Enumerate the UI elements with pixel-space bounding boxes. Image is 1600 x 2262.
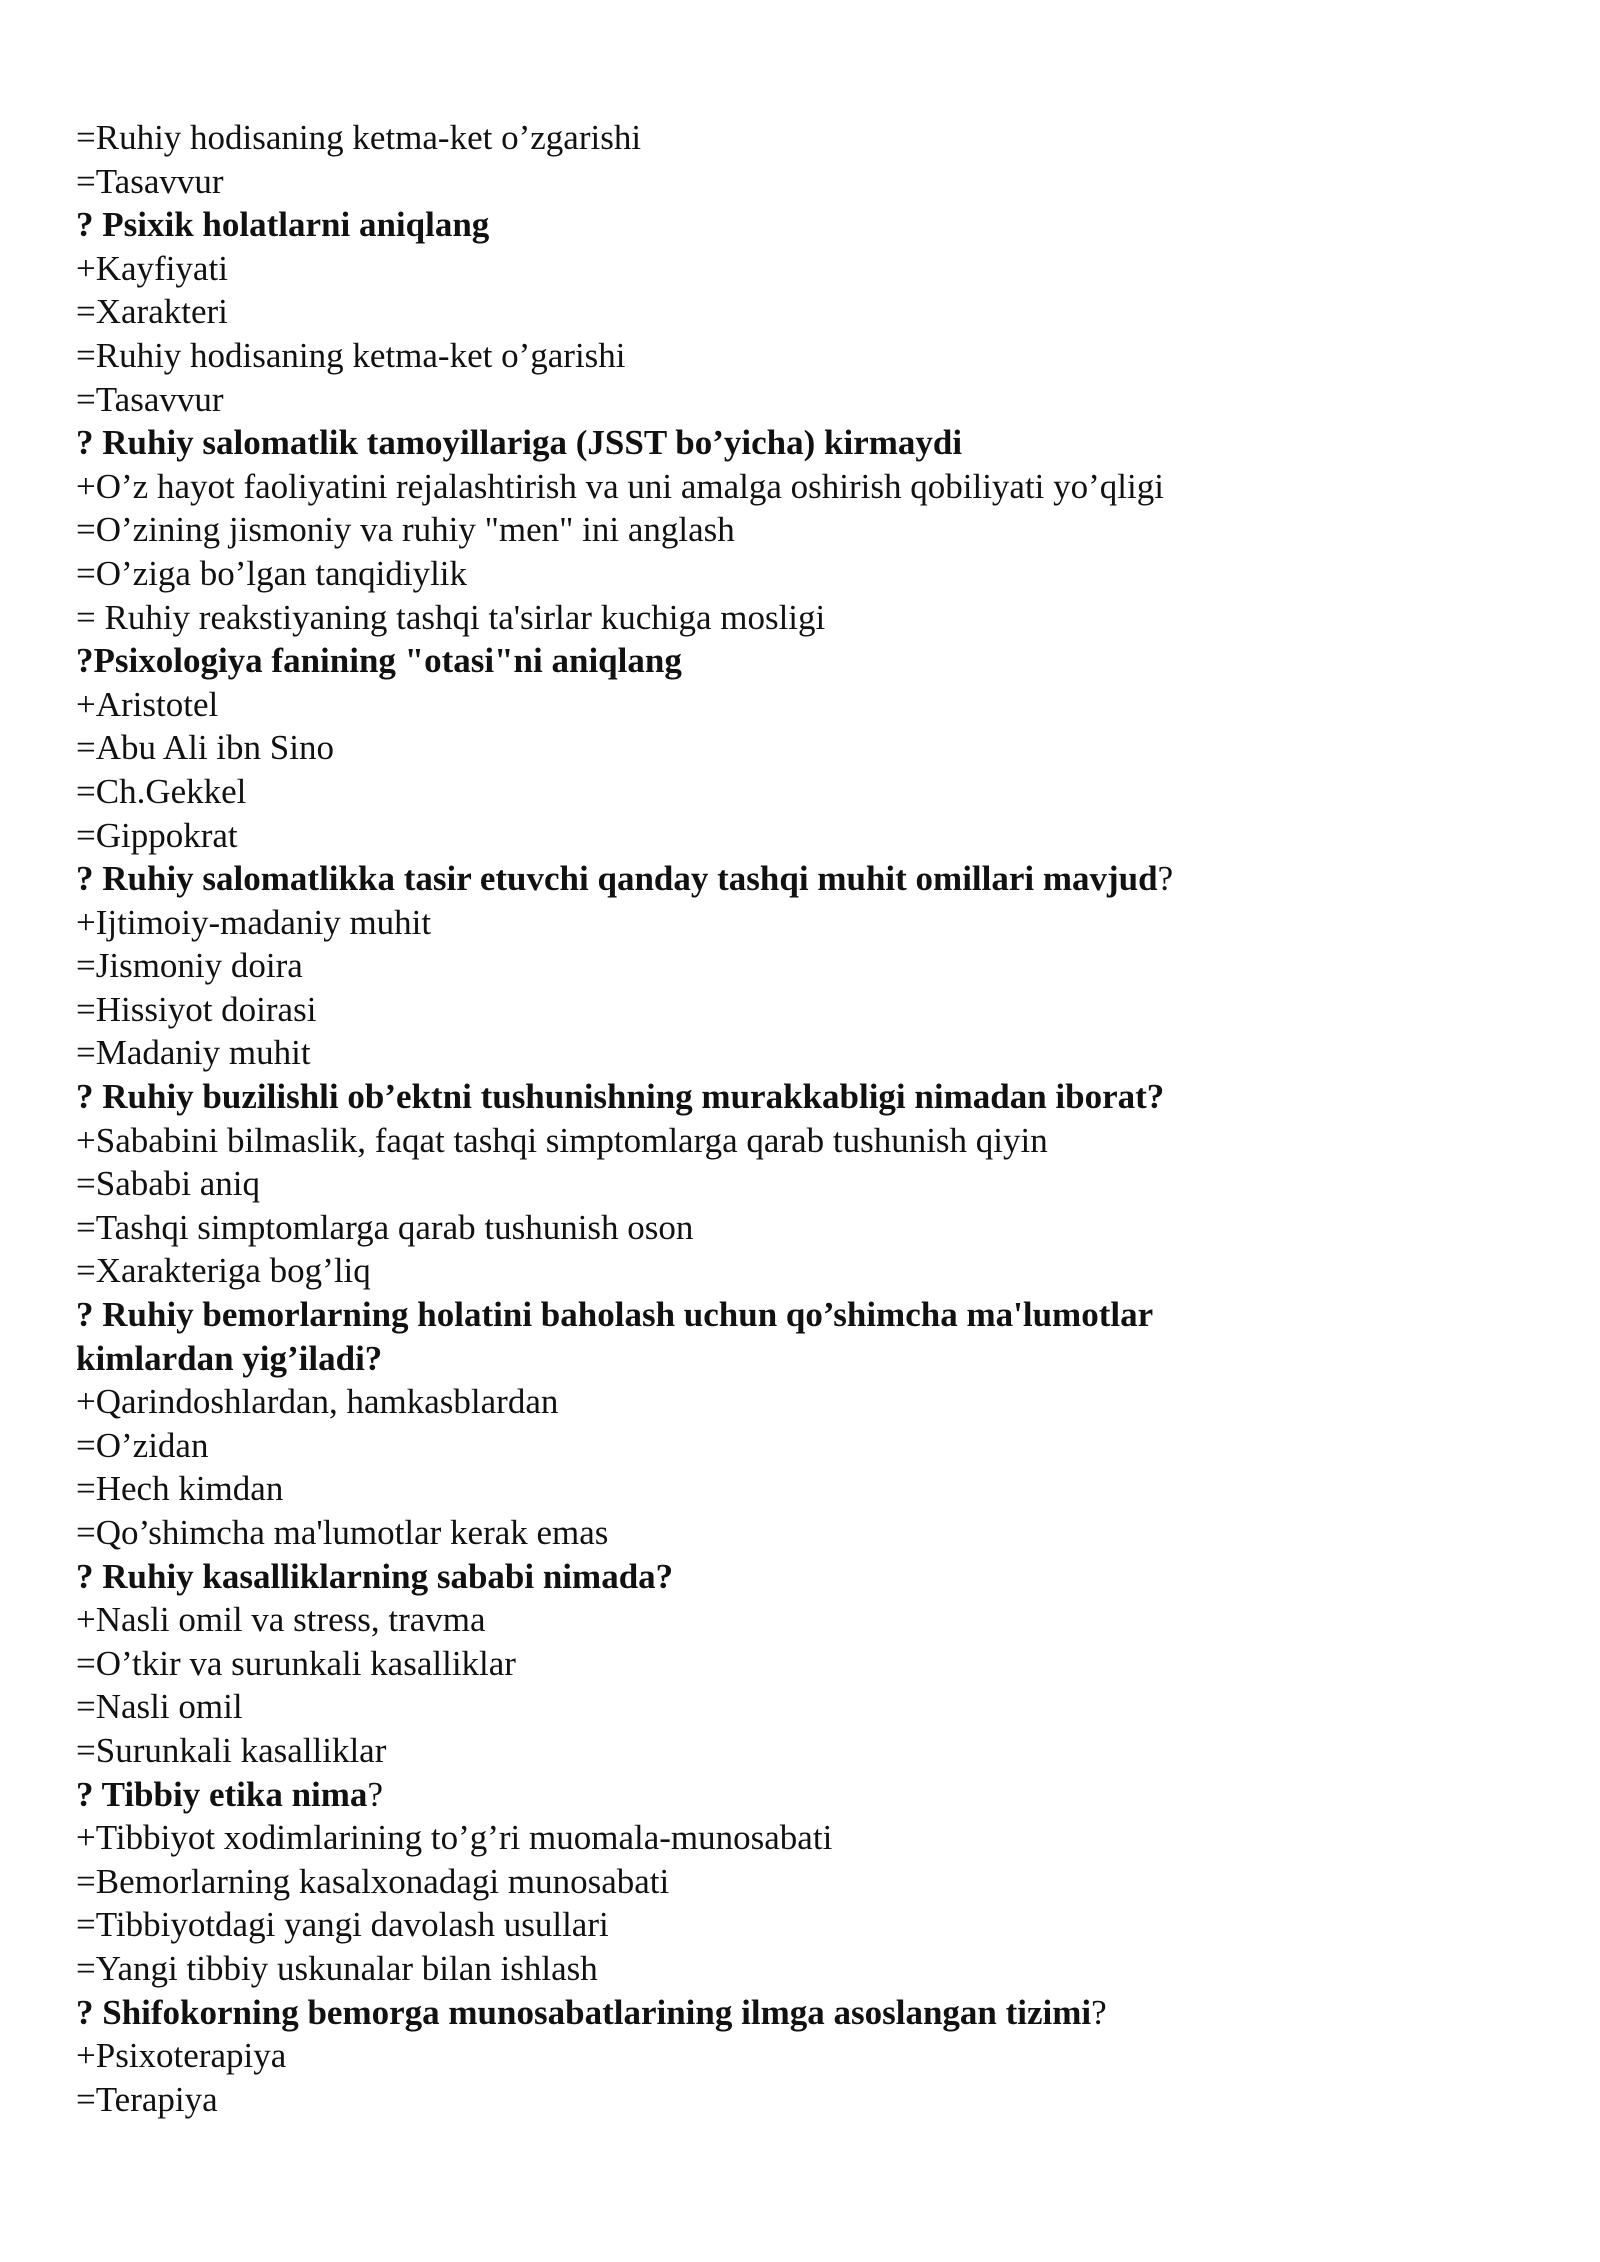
- answer-text: =Tasavvur: [76, 379, 224, 419]
- answer-line: [76, 814, 1536, 858]
- question-line: [76, 1773, 1256, 1817]
- question-mark: ?: [367, 1774, 383, 1814]
- answer-line: [76, 1119, 1536, 1163]
- answer-line: [76, 1424, 1536, 1468]
- answer-line: [76, 1860, 1536, 1904]
- answer-text: =Abu Ali ibn Sino: [76, 728, 334, 768]
- answer-text: +O’z hayot faoliyatini rejalashtirish va uni amalga oshirish qobiliyati yo’qligi: [76, 466, 1164, 506]
- answer-text: =Yangi tibbiy uskunalar bilan ishlash: [76, 1948, 598, 1988]
- answer-text: = Ruhiy reakstiyaning tashqi ta'sirlar kuchiga mosligi: [76, 597, 826, 637]
- answer-line: [76, 508, 1536, 552]
- answer-text: =Ch.Gekkel: [76, 771, 247, 811]
- answer-text: =Qo’shimcha ma'lumotlar kerak emas: [76, 1513, 609, 1552]
- answer-text: =Terapiya: [76, 2079, 218, 2119]
- answer-line: [76, 334, 1536, 378]
- question-mark: ?: [1157, 859, 1174, 899]
- question-line: [76, 1991, 1256, 2035]
- answer-line: [76, 2034, 1536, 2078]
- answer-text: =O’tkir va surunkali kasalliklar: [76, 1643, 516, 1683]
- answer-text: +Tibbiyot xodimlarining to’g’ri muomala-munosabati: [76, 1818, 833, 1858]
- document-text: [76, 116, 1536, 2121]
- question-text: ? Ruhiy salomatlikka tasir etuvchi qanday tashqi muhit omillari mavjud: [76, 859, 1158, 899]
- question-text: ? Psixik holatlarni aniqlang: [76, 205, 490, 245]
- answer-text: =Tasavvur: [76, 161, 224, 201]
- answer-text: =O’ziga bo’lgan tanqidiylik: [76, 553, 468, 593]
- question-mark: ?: [1091, 1992, 1107, 2032]
- answer-text: =Madaniy muhit: [76, 1033, 311, 1073]
- question-text: ? Ruhiy buzilishli ob’ektni tushunishning murakkabligi nimadan iborat?: [76, 1077, 1165, 1117]
- answer-line: [76, 683, 1536, 727]
- answer-text: +Sababini bilmaslik, faqat tashqi simptomlarga qarab tushunish qiyin: [76, 1120, 1048, 1160]
- answer-line: [76, 247, 1536, 291]
- answer-line: [76, 378, 1536, 422]
- answer-text: =Xarakteri: [76, 292, 228, 332]
- answer-line: [76, 1642, 1536, 1686]
- answer-text: =O’zidan: [76, 1425, 209, 1465]
- answer-line: [76, 1206, 1536, 1250]
- question-text: ? Ruhiy bemorlarning holatini baholash uchun qo’shimcha ma'lumotlar kimlardan yig’iladi?: [76, 1295, 1153, 1378]
- answer-text: =Hech kimdan: [76, 1469, 284, 1509]
- answer-text: =Sababi aniq: [76, 1164, 261, 1204]
- answer-text: =Ruhiy hodisaning ketma-ket o’zgarishi: [76, 118, 642, 157]
- answer-line: [76, 1467, 1536, 1511]
- question-text: ? Ruhiy kasalliklarning sababi nimada?: [76, 1556, 674, 1596]
- question-line: [76, 203, 1256, 247]
- question-text: ?Psixologiya fanining "otasi"ni aniqlang: [76, 641, 682, 681]
- answer-line: [76, 2078, 1536, 2122]
- answer-line: [76, 901, 1536, 945]
- answer-text: =Nasli omil: [76, 1687, 243, 1727]
- answer-line: [76, 1380, 1536, 1424]
- answer-line: [76, 465, 1536, 509]
- answer-text: =Tibbiyotdagi yangi davolash usullari: [76, 1905, 609, 1945]
- answer-text: =Gippokrat: [76, 815, 238, 855]
- answer-text: +Aristotel: [76, 684, 219, 724]
- answer-line: [76, 596, 1536, 640]
- answer-line: [76, 726, 1536, 770]
- answer-line: [76, 1511, 1536, 1555]
- answer-line: [76, 1249, 1536, 1293]
- answer-text: =Bemorlarning kasalxonadagi munosabati: [76, 1861, 670, 1901]
- answer-text: +Kayfiyati: [76, 248, 228, 288]
- answer-line: [76, 1816, 1536, 1860]
- answer-text: +Psixoterapiya: [76, 2036, 287, 2076]
- answer-line: [76, 988, 1536, 1032]
- answer-line: [76, 290, 1536, 334]
- question-line: [76, 1555, 1256, 1599]
- answer-text: =Ruhiy hodisaning ketma-ket o’garishi: [76, 335, 626, 375]
- answer-line: [76, 1947, 1536, 1991]
- answer-line: [76, 1598, 1536, 1642]
- question-text: ? Shifokorning bemorga munosabatlarining ilmga asoslangan tizimi: [76, 1992, 1092, 2032]
- question-line: [76, 857, 1256, 901]
- answer-text: +Qarindoshlardan, hamkasblardan: [76, 1382, 559, 1422]
- answer-text: +Ijtimoiy-madaniy muhit: [76, 902, 432, 942]
- question-line: [76, 639, 1256, 683]
- question-line: [76, 1075, 1256, 1119]
- answer-line: [76, 116, 1536, 160]
- answer-text: =O’zining jismoniy va ruhiy "men" ini anglash: [76, 510, 735, 550]
- answer-text: =Hissiyot doirasi: [76, 989, 317, 1029]
- answer-line: [76, 552, 1536, 596]
- answer-line: [76, 944, 1536, 988]
- answer-text: =Jismoniy doira: [76, 946, 303, 986]
- answer-line: [76, 1903, 1536, 1947]
- question-text: ? Ruhiy salomatlik tamoyillariga (JSST bo’yicha) kirmaydi: [76, 423, 963, 463]
- answer-line: [76, 1729, 1536, 1773]
- answer-text: =Surunkali kasalliklar: [76, 1730, 387, 1770]
- answer-line: [76, 770, 1536, 814]
- answer-line: [76, 1685, 1536, 1729]
- answer-text: +Nasli omil va stress, travma: [76, 1600, 486, 1640]
- answer-text: =Tashqi simptomlarga qarab tushunish oson: [76, 1207, 694, 1247]
- question-text: ? Tibbiy etika nima: [76, 1774, 368, 1814]
- answer-line: [76, 1162, 1536, 1206]
- question-line: [76, 1293, 1256, 1380]
- answer-text: =Xarakteriga bog’liq: [76, 1251, 371, 1291]
- answer-line: [76, 160, 1536, 204]
- question-line: [76, 421, 1256, 465]
- answer-line: [76, 1031, 1536, 1075]
